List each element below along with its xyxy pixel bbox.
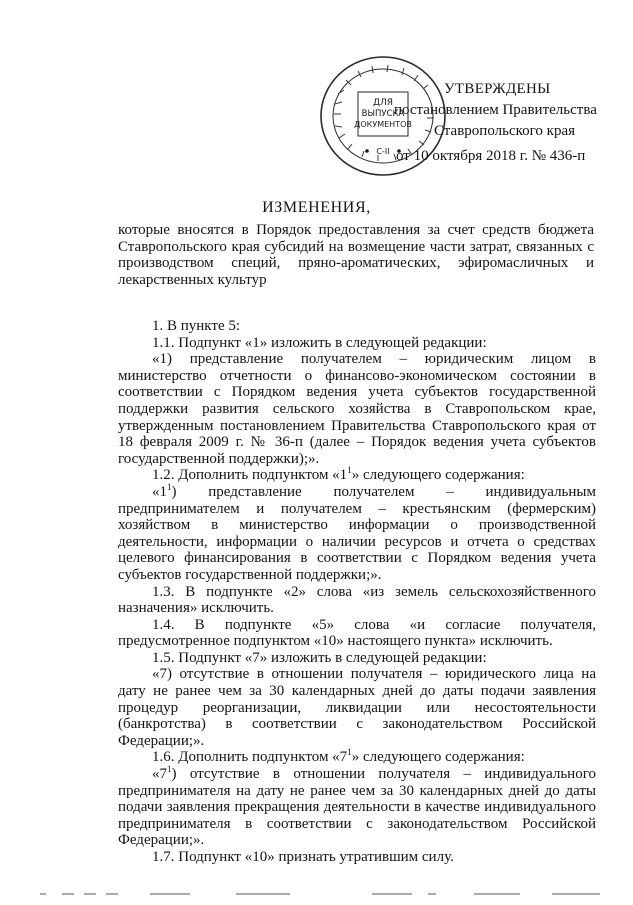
approval-date: от 10 октября 2018 г. № 436-п [396, 148, 586, 164]
document-heading: ИЗМЕНЕНИЯ, [262, 199, 371, 216]
document-body [118, 318, 596, 866]
approval-title: УТВЕРЖДЕНЫ [444, 81, 551, 97]
scan-edge-marks [0, 888, 633, 900]
stamp-center-line2: ВЫПУСКА [361, 109, 405, 119]
paragraph: 1.5. Подпункт «7» изложить в следующей редакции: [152, 649, 487, 666]
paragraph: «7) отсутствие в отношении получателя – юридического лица на дату не ранее чем за 30 календарных дней до даты подачи заявления процедур реорганизации, ликвидации или несостоятельности (банкротства) в соответствии с законодательством Российской Федерации;». [118, 666, 596, 749]
paragraph: 1.4. В подпункте «5» слова «и согласие получателя, предусмотренное подпунктом «10» настоящего пункта» исключить. [118, 616, 596, 650]
document-subtitle: которые вносятся в Порядок предоставления за счет средств бюджета Ставропольского края субсидий на возмещение части затрат, связанных с производством специй, пряно-ароматических, эфиромасличных и лекарственных культур [118, 222, 594, 288]
paragraph: «$7^1$) отсутствие в отношении получателя – индивидуального предпринимателя на дату не ранее чем за 30 календарных дней до даты подачи заявления прекращения деятельности в качестве индивидуального предпринимателя в соответствии с законодательством Российской Федерации;». [118, 764, 596, 849]
paragraph: 1.7. Подпункт «10» признать утратившим силу. [152, 849, 454, 865]
stamp-center-line3: ДОКУМЕНТОВ [354, 120, 412, 129]
approval-line: постановлением Правительства [394, 102, 597, 118]
paragraph: 1.1. Подпункт «1» изложить в следующей редакции: [152, 334, 487, 351]
paragraph: 1.2. Дополнить подпунктом «$1^1$» следующего содержания: [152, 465, 525, 484]
paragraph: «$1^1$) представление получателем – индивидуальным предпринимателем и получателем – крестьянским (фермерским) хозяйством в министерство информации о производственной деятельности, информации о наличии ресурсов и отчета о средствах целевого финансирования в соответствии с Порядком ведения учета субъектов государственной поддержки;». [118, 481, 596, 583]
stamp-bottom-text: С-II [376, 147, 390, 156]
paragraph: 1. В пункте 5: [152, 318, 241, 334]
paragraph: 1.3. В подпункте «2» слова «из земель сельскохозяйственного назначения» исключить. [118, 583, 596, 617]
approval-line: Ставропольского края [434, 123, 575, 139]
approval-block [392, 79, 622, 167]
stamp-center-line1: ДЛЯ [372, 98, 394, 108]
paragraph: 1.6. Дополнить подпунктом «$7^1$» следующего содержания: [152, 747, 525, 766]
paragraph: «1) представление получателем – юридическим лицом в министерство отчетности о финансово-экономическом состоянии в соответствии с Порядком ведения учета субъектов государственной поддержки развития сельского хозяйства в Ставропольском крае, утвержденным постановлением Правительства Ставропольского края от 18 февраля 2009 г. № 36-п (далее – Порядок ведения учета субъектов государственной поддержки);». [118, 351, 596, 467]
